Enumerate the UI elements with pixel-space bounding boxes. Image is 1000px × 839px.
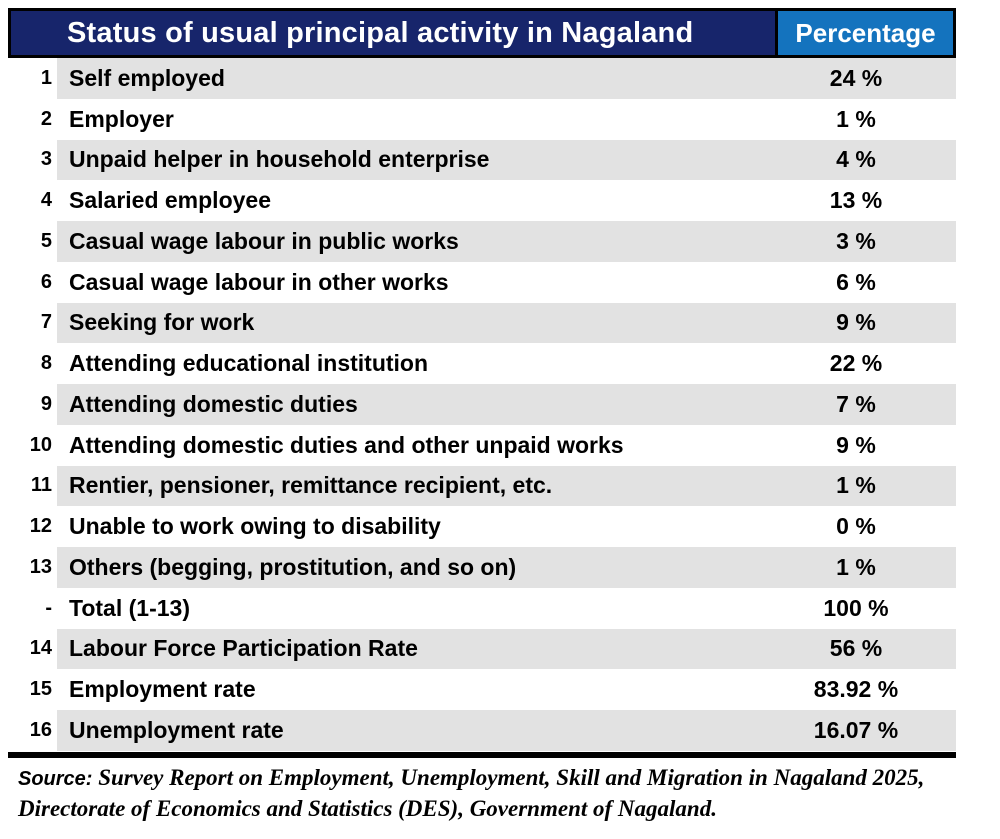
row-stripe <box>57 221 956 262</box>
table-row <box>8 425 956 466</box>
row-stripe <box>57 140 956 181</box>
table-row <box>8 629 956 670</box>
row-stripe <box>57 588 956 629</box>
table-row <box>8 343 956 384</box>
row-label: Employment rate <box>69 676 256 703</box>
row-value: 100 % <box>823 594 889 621</box>
row-label: Employer <box>69 105 174 132</box>
row-value: 0 % <box>836 513 876 540</box>
row-number: 14 <box>8 629 57 670</box>
row-label: Unemployment rate <box>69 716 284 743</box>
row-label: Unable to work owing to disability <box>69 513 441 540</box>
table-bottom-rule <box>8 752 956 758</box>
source-line-1 <box>18 763 992 794</box>
row-number: 16 <box>8 710 57 751</box>
row-number: 2 <box>8 99 57 140</box>
table-header-row <box>8 8 956 58</box>
row-stripe <box>57 710 956 751</box>
row-value: 1 % <box>836 553 876 580</box>
row-stripe <box>57 303 956 344</box>
source-note <box>18 763 992 824</box>
table-row <box>8 710 956 751</box>
row-value: 56 % <box>829 635 883 662</box>
row-label: Rentier, pensioner, remittance recipient, etc. <box>69 472 553 499</box>
row-stripe <box>57 629 956 670</box>
row-value: 16.07 % <box>813 716 899 743</box>
row-label: Attending educational institution <box>69 350 429 377</box>
table-row <box>8 221 956 262</box>
row-number: 7 <box>8 303 57 344</box>
row-value: 83.92 % <box>813 676 899 703</box>
row-value: 1 % <box>836 105 876 132</box>
row-number: 5 <box>8 221 57 262</box>
row-stripe <box>57 58 956 99</box>
row-number: 15 <box>8 669 57 710</box>
row-stripe <box>57 384 956 425</box>
row-number: 4 <box>8 180 57 221</box>
row-stripe <box>57 547 956 588</box>
row-stripe <box>57 506 956 547</box>
table-row <box>8 588 956 629</box>
row-label: Others (begging, prostitution, and so on) <box>69 553 517 580</box>
row-stripe <box>57 262 956 303</box>
row-number: 1 <box>8 58 57 99</box>
table-row <box>8 384 956 425</box>
row-stripe <box>57 669 956 710</box>
table-row <box>8 262 956 303</box>
row-value: 24 % <box>829 64 883 91</box>
row-value: 3 % <box>836 227 876 254</box>
row-label: Labour Force Participation Rate <box>69 635 418 662</box>
percentage-column-header: Percentage <box>775 11 953 55</box>
row-stripe <box>57 466 956 507</box>
row-value: 6 % <box>836 268 876 295</box>
table-row <box>8 303 956 344</box>
table-row <box>8 506 956 547</box>
row-number: 9 <box>8 384 57 425</box>
row-label: Seeking for work <box>69 309 255 336</box>
source-label: Source: <box>18 768 93 790</box>
row-label: Attending domestic duties <box>69 390 358 417</box>
row-number: - <box>8 588 57 629</box>
table-title: Status of usual principal activity in Nagaland <box>11 11 775 55</box>
row-label: Casual wage labour in other works <box>69 268 449 295</box>
row-number: 12 <box>8 506 57 547</box>
table-row <box>8 58 956 99</box>
table-row <box>8 180 956 221</box>
row-number: 6 <box>8 262 57 303</box>
table-body <box>8 58 956 751</box>
row-value: 4 % <box>836 146 876 173</box>
row-number: 13 <box>8 547 57 588</box>
table-row <box>8 99 956 140</box>
row-stripe <box>57 180 956 221</box>
row-value: 7 % <box>836 390 876 417</box>
activity-status-table <box>8 8 956 758</box>
row-label: Unpaid helper in household enterprise <box>69 146 490 173</box>
row-label: Attending domestic duties and other unpaid works <box>69 431 624 458</box>
row-value: 1 % <box>836 472 876 499</box>
row-value: 13 % <box>829 187 883 214</box>
source-line-1-text: Survey Report on Employment, Unemployment, Skill and Migration in Nagaland 2025, <box>92 765 925 790</box>
row-number: 8 <box>8 343 57 384</box>
row-number: 11 <box>8 466 57 507</box>
row-number: 10 <box>8 425 57 466</box>
row-number: 3 <box>8 140 57 181</box>
table-row <box>8 669 956 710</box>
row-label: Salaried employee <box>69 187 271 214</box>
row-stripe <box>57 425 956 466</box>
row-label: Total (1-13) <box>69 594 190 621</box>
table-row <box>8 547 956 588</box>
table-row <box>8 466 956 507</box>
row-stripe <box>57 99 956 140</box>
row-label: Casual wage labour in public works <box>69 227 459 254</box>
row-value: 9 % <box>836 309 876 336</box>
row-label: Self employed <box>69 64 225 91</box>
row-value: 9 % <box>836 431 876 458</box>
source-line-2: Directorate of Economics and Statistics (DES), Government of Nagaland. <box>18 796 717 821</box>
table-row <box>8 140 956 181</box>
row-value: 22 % <box>829 350 883 377</box>
row-stripe <box>57 343 956 384</box>
